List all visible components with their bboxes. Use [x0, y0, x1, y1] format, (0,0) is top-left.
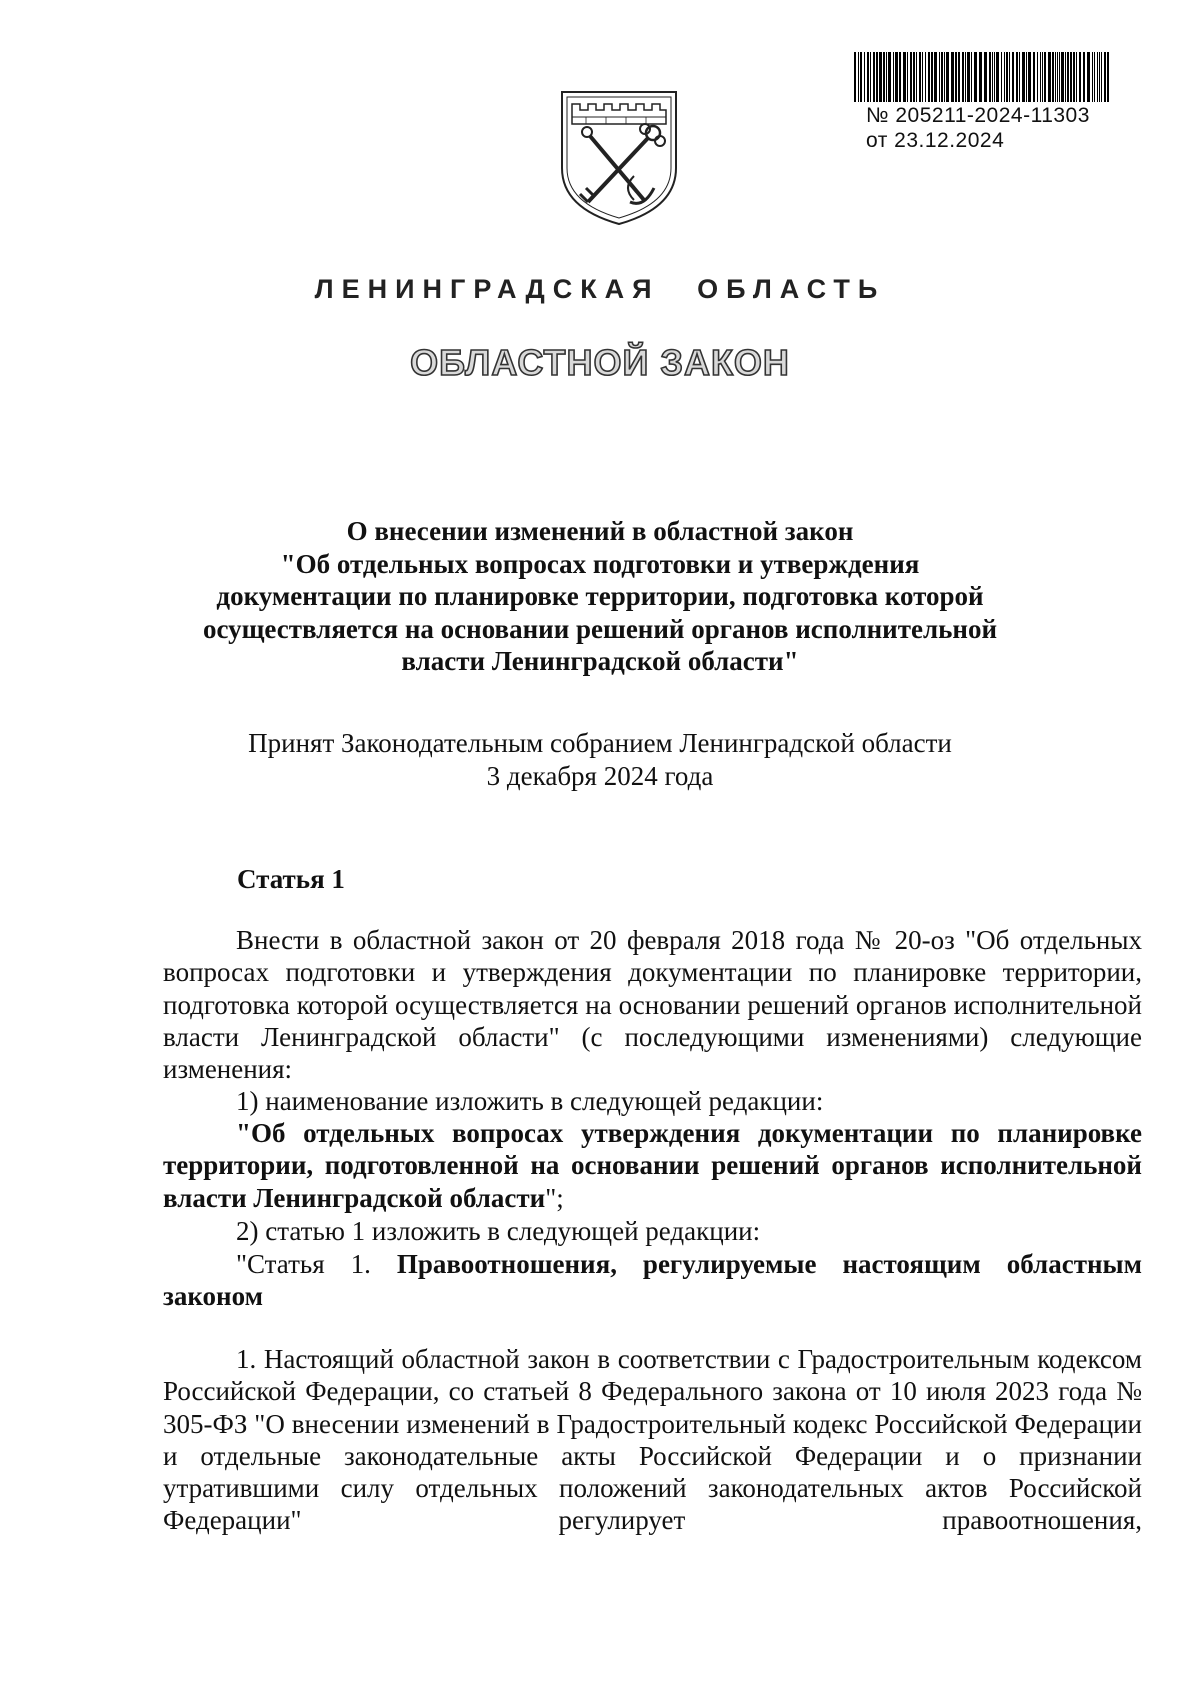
- barcode-bar: [962, 52, 964, 102]
- barcode-bar: [1037, 52, 1038, 102]
- barcode-bar: [1016, 52, 1018, 102]
- barcode-bar: [922, 52, 923, 102]
- barcode-bar: [1076, 52, 1077, 102]
- adoption-note: [140, 727, 1060, 793]
- barcode-bar: [992, 52, 993, 102]
- body-article-1-heading: [163, 1248, 1142, 1313]
- law-title: [140, 515, 1060, 678]
- barcode-bar: [867, 52, 869, 102]
- barcode-bar: [893, 52, 894, 102]
- barcode-bar: [1079, 52, 1081, 102]
- barcode-bar: [1097, 52, 1098, 102]
- barcode-bar: [903, 52, 906, 102]
- barcode-bar: [1048, 52, 1051, 102]
- barcode-bar: [934, 52, 937, 102]
- barcode-bar: [1094, 52, 1095, 102]
- barcode-bar: [1033, 52, 1035, 102]
- barcode-bar: [876, 52, 878, 102]
- barcode-bar: [1026, 52, 1027, 102]
- new-name-text: "Об отдельных вопросах утверждения документации по планировке территории, подготовленной на основании решений органов исполнительной власти Ленинградской области: [163, 1118, 1142, 1213]
- barcode-bar: [1107, 52, 1109, 102]
- barcode-bar: [941, 52, 943, 102]
- document-type: ОБЛАСТНОЙ ЗАКОН: [410, 342, 790, 383]
- barcode-bar: [916, 52, 917, 102]
- barcode-bar: [910, 52, 912, 102]
- barcode-bar: [870, 52, 871, 102]
- body-item-2: 2) статью 1 изложить в следующей редакции:: [236, 1216, 761, 1246]
- barcode-bar: [979, 52, 982, 102]
- article-1-title: Правоотношения, регулируемые настоящим областным законом: [163, 1249, 1142, 1312]
- barcode-bar: [883, 52, 885, 102]
- barcode-bar: [858, 52, 859, 102]
- barcode-bar: [1104, 52, 1106, 102]
- law-title-line: документации по планировке территории, подготовка которой: [216, 581, 984, 611]
- barcode-bar: [928, 52, 930, 102]
- barcode-bar: [994, 52, 995, 102]
- barcode-bar: [1028, 52, 1031, 102]
- barcode-bar: [967, 52, 970, 102]
- barcode-bar: [1065, 52, 1066, 102]
- barcode-bar: [1059, 52, 1060, 102]
- barcode-bar: [951, 52, 954, 102]
- barcode-bar: [879, 52, 882, 102]
- law-title-line: О внесении изменений в областной закон: [346, 516, 854, 546]
- barcode-bar: [965, 52, 966, 102]
- barcode-bar: [1042, 52, 1043, 102]
- barcode-bar: [1001, 52, 1002, 102]
- barcode-bar: [1055, 52, 1056, 102]
- barcode-bar: [873, 52, 875, 102]
- barcode-bar: [1044, 52, 1046, 102]
- barcode-bar: [1057, 52, 1058, 102]
- barcode-bar: [895, 52, 898, 102]
- barcode-bar: [1073, 52, 1075, 102]
- adoption-line: Принят Законодательным собранием Ленинградской области: [248, 728, 952, 758]
- leningrad-oblast-coat-of-arms-icon: [556, 84, 682, 226]
- barcode-bar: [925, 52, 926, 102]
- body-new-name: [163, 1117, 1142, 1214]
- barcode-bar: [1009, 52, 1010, 102]
- barcode-bar: [1099, 52, 1100, 102]
- barcode-bar: [860, 52, 862, 102]
- body-item-1: 1) наименование изложить в следующей редакции:: [236, 1086, 824, 1116]
- law-title-line: "Об отдельных вопросах подготовки и утверждения: [280, 548, 920, 579]
- registration-date: от 23.12.2024: [866, 129, 1005, 152]
- barcode-bar: [974, 52, 977, 102]
- barcode-icon: [852, 52, 1114, 102]
- barcode-bar: [971, 52, 972, 102]
- barcode-bar: [931, 52, 933, 102]
- barcode-bar: [984, 52, 987, 102]
- registration-number: № 205211-2024-11303: [866, 104, 1090, 127]
- barcode-bar: [1070, 52, 1072, 102]
- barcode-bar: [1067, 52, 1069, 102]
- barcode-bar: [939, 52, 940, 102]
- barcode-bar: [907, 52, 908, 102]
- barcode-bar: [955, 52, 957, 102]
- barcode-bar: [1087, 52, 1090, 102]
- barcode-bar: [888, 52, 891, 102]
- barcode-bar: [944, 52, 945, 102]
- law-title-line: осуществляется на основании решений органов исполнительной: [202, 613, 998, 644]
- law-title-line: власти Ленинградской области": [401, 646, 799, 676]
- barcode-bar: [899, 52, 901, 102]
- barcode-bar: [958, 52, 960, 102]
- barcode-bar: [1092, 52, 1093, 102]
- body-paragraph-intro: Внести в областной закон от 20 февраля 2018 года № 20-оз "Об отдельных вопросах подготовки и утверждения документации по планировке территории, подготовка которой осуществляется на основании решений органов исполнительной власти Ленинградской области" (с последующими изменениями) следующие изменения:: [163, 925, 1142, 1085]
- body-part-1: 1. Настоящий областной закон в соответствии с Градостроительным кодексом Российской Федерации, со статьей 8 Федерального закона от 10 июля 2023 года № 305-ФЗ "О внесении изменений в Градостроительный кодекс Российской Федерации и отдельные законодательные акты Российской Федерации и о признании утратившими силу отдельных положений законодательных актов Российской Федерации" регулирует правоотношения,: [163, 1344, 1142, 1536]
- barcode-bar: [913, 52, 915, 102]
- barcode-bar: [1052, 52, 1054, 102]
- barcode-bar: [1022, 52, 1025, 102]
- barcode-bar: [1006, 52, 1008, 102]
- adoption-date: 3 декабря 2024 года: [486, 761, 714, 791]
- barcode-bar: [989, 52, 991, 102]
- barcode-bar: [864, 52, 865, 102]
- barcode-bar: [1004, 52, 1005, 102]
- barcode-bar: [1061, 52, 1064, 102]
- article-1-prefix: "Статья 1.: [236, 1249, 397, 1279]
- barcode-bar: [1083, 52, 1085, 102]
- region-name: ЛЕНИНГРАДСКАЯ ОБЛАСТЬ: [314, 274, 886, 304]
- barcode-bar: [946, 52, 949, 102]
- new-name-end: ";: [545, 1182, 564, 1213]
- barcode-bar: [1012, 52, 1014, 102]
- barcode-bar: [1040, 52, 1041, 102]
- barcode-bar: [1101, 52, 1102, 102]
- barcode-bar: [1019, 52, 1020, 102]
- barcode-bar: [996, 52, 999, 102]
- barcode-bar: [854, 52, 856, 102]
- barcode-bar: [919, 52, 921, 102]
- barcode-bar: [886, 52, 887, 102]
- article-heading: Статья 1: [237, 864, 345, 894]
